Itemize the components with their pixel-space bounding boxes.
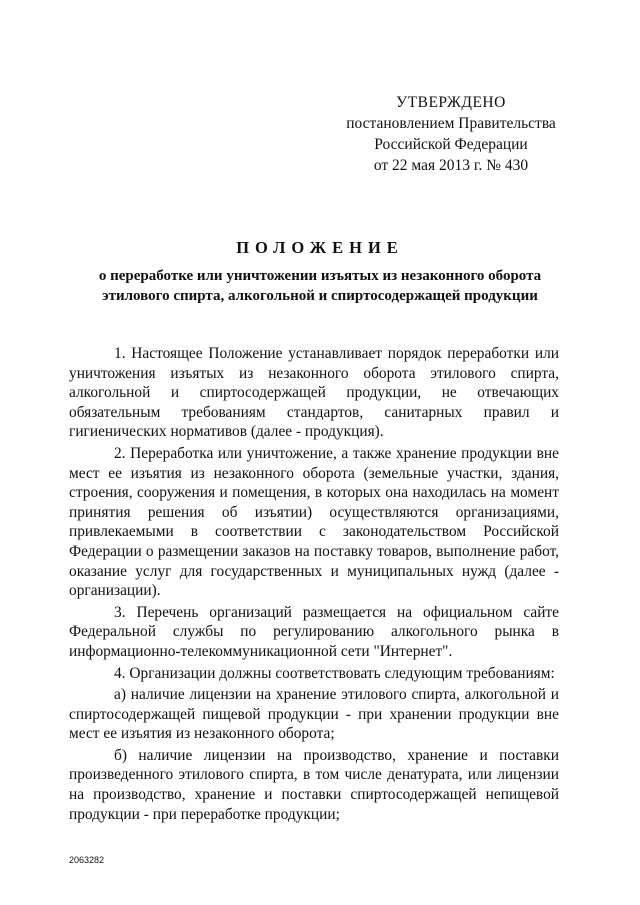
approval-heading: УТВЕРЖДЕНО (396, 94, 506, 111)
subtitle-line-2: этилового спирта, алкогольной и спиртосодержащей продукции (102, 288, 538, 304)
approval-stamp (346, 92, 556, 176)
paragraph-2: 2. Переработка или уничтожение, а также хранение продукции вне мест ее изъятия из незаконного оборота (земельные участки, здания, строения, сооружения и помещения, в которых она находилась на момент принятия решения об изъятии) осуществляются организациями, привлекаемыми в соответствии с законодательством Российской Федерации о размещении заказов на поставку товаров, выполнение работ, оказание услуг для государственных и муниципальных нужд (далее - организации). (69, 444, 559, 600)
document-title: ПОЛОЖЕНИЕ (236, 238, 404, 257)
document-body (69, 344, 559, 826)
paragraph-4a: а) наличие лицензии на хранение этилового спирта, алкогольной и спиртосодержащей пищевой продукции - при хранении продукции вне мест ее изъятия из незаконного оборота; (69, 686, 559, 743)
document-code: 2063282 (69, 855, 105, 865)
document-subtitle (40, 266, 600, 306)
subtitle-line-1: о переработке или уничтожении изъятых из незаконного оборота (98, 268, 542, 284)
paragraph-1: 1. Настоящее Положение устанавливает порядок переработки или уничтожения изъятых из незаконного оборота этилового спирта, алкогольной и спиртосодержащей продукции, не отвечающих обязательным требованиям стандартов, санитарных правил и гигиенических нормативов (далее - продукция). (69, 345, 559, 441)
approval-line-2: постановлением Правительства (346, 115, 556, 132)
paragraph-4: 4. Организации должны соответствовать следующим требованиям: (114, 664, 555, 682)
paragraph-4b: б) наличие лицензии на производство, хранение и поставки произведенного этилового спирта, в том числе денатурата, или лицензии на производство, хранение и поставки спиртосодержащей непищевой продукции - при переработке продукции; (69, 746, 559, 823)
approval-line-3: Российской Федерации (374, 136, 528, 153)
approval-date-number: от 22 мая 2013 г. № 430 (373, 157, 529, 174)
paragraph-3: 3. Перечень организаций размещается на официальном сайте Федеральной службы по регулированию алкогольного рынка в информационно-телекоммуникационной сети "Интернет". (69, 603, 559, 660)
